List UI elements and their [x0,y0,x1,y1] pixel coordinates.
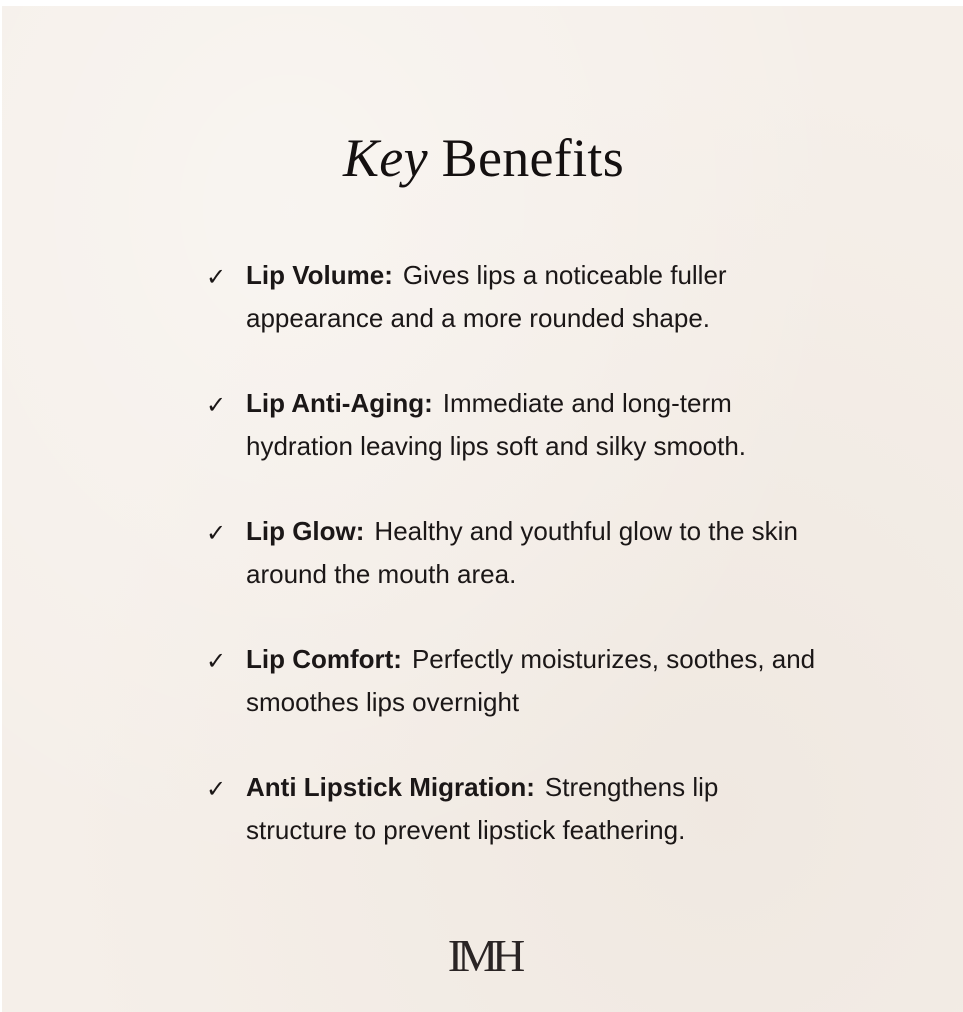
benefit-text: Gives lips a noticeable fuller appearance and a more rounded shape. [246,260,727,333]
title-rest: Benefits [441,128,625,188]
benefit-text: Strengthens lip structure to prevent lipstick feathering. [246,772,719,845]
list-item [206,766,826,894]
benefit-title: Anti Lipstick Migration: [246,772,535,802]
benefit-text: Immediate and long-term hydration leaving lips soft and silky smooth. [246,388,747,461]
list-item [206,382,826,510]
check-icon: ✓ [206,647,227,675]
benefit-text: Perfectly moisturizes, soothes, and smoothes lips overnight [246,644,816,717]
list-item [206,510,826,638]
check-icon: ✓ [206,775,227,803]
benefits-list [206,254,826,894]
title-italic: Key [342,128,428,188]
benefit-title: Lip Glow: [246,516,365,546]
benefit-text: Healthy and youthful glow to the skin around the mouth area. [246,516,798,589]
brand-logo: IMH [447,930,520,981]
check-icon: ✓ [206,263,227,291]
benefit-title: Lip Comfort: [246,644,402,674]
check-icon: ✓ [206,391,227,419]
benefit-title: Lip Anti-Aging: [246,388,433,418]
page-title [2,128,963,188]
check-icon: ✓ [206,519,227,547]
list-item [206,254,826,382]
list-item [206,638,826,766]
benefit-title: Lip Volume: [246,260,393,290]
